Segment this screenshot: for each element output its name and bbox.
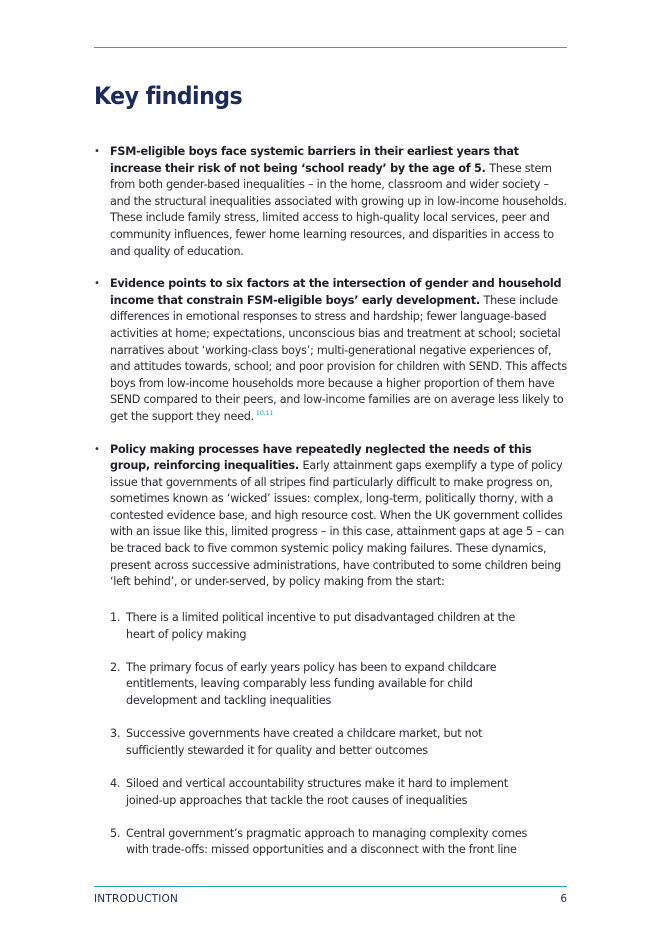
- policy-failure-text: The primary focus of early years policy has been to expand childcare entitlements, leaving comparably less funding available for child development and tackling inequalities: [126, 660, 497, 707]
- finding-lead: Evidence points to six factors at the intersection of gender and household income that constrain FSM-eligible boys’ early development.: [110, 277, 562, 307]
- policy-failure-text: There is a limited political incentive to put disadvantaged children at the heart of policy making: [126, 611, 516, 641]
- list-number: 2.: [110, 660, 121, 674]
- policy-failure-item: [110, 660, 550, 710]
- policy-failure-item: [110, 826, 550, 859]
- footnote-reference[interactable]: 10,11: [255, 409, 274, 418]
- policy-failure-item: [110, 776, 550, 809]
- bullet-icon: •: [94, 443, 100, 455]
- finding-item: [94, 276, 572, 425]
- page-title: Key findings: [94, 82, 243, 110]
- list-number: 4.: [110, 776, 121, 790]
- finding-item: [94, 442, 572, 591]
- policy-failure-text: Siloed and vertical accountability structures make it hard to implement joined-up approaches that tackle the root causes of inequalities: [126, 776, 508, 807]
- finding-body: Early attainment gaps exemplify a type of policy issue that governments of all stripes find particularly difficult to make progress on, sometimes known as ‘wicked’ issues: complex, long-term, politically thorny, with a contested evidence base, and high resource cost. When the UK government collides with an issue like this, limited progress – in this case, attainment gaps at age 5 – can be traced back to five common systemic policy making failures. These dynamics, present across successive administrations, have contributed to some children being ‘left behind’, or under-served, by policy making from the start:: [110, 459, 565, 589]
- bullet-icon: •: [94, 146, 100, 157]
- policy-failure-text: Successive governments have created a childcare market, but not sufficiently stewarded it for quality and better outcomes: [126, 727, 483, 757]
- footer-section-label: INTRODUCTION: [94, 893, 179, 905]
- policy-failure-item: [110, 610, 550, 643]
- footer-divider: [94, 886, 567, 887]
- bullet-icon: •: [94, 278, 100, 290]
- list-number: 1.: [110, 611, 121, 624]
- policy-failures-list: [110, 610, 550, 876]
- list-number: 3.: [110, 727, 121, 741]
- policy-failure-item: [110, 726, 550, 759]
- finding-lead: Policy making processes have repeatedly neglected the needs of this group, reinforcing inequalities.: [110, 442, 532, 473]
- key-findings-list: [94, 144, 572, 591]
- finding-item: [94, 144, 572, 260]
- top-divider: [94, 47, 567, 48]
- finding-body: These include differences in emotional responses to stress and hardship; fewer language-based activities at home; expectations, unconscious bias and treatment at school; societal narratives about ‘working-class boys’; multi-generational negative experiences of, and attitudes towards, school; and poor provision for children with SEND. This affects boys from low-income households more because a higher proportion of them have SEND compared to their peers, and low-income families are on average less likely to get the support they need.: [110, 293, 567, 423]
- policy-failure-text: Central government’s pragmatic approach to managing complexity comes with trade-offs: missed opportunities and a disconnect with the front line: [126, 826, 528, 857]
- finding-body: These stem from both gender-based inequalities – in the home, classroom and wider society – and the structural inequalities associated with growing up in low-income households. These include family stress, limited access to high-quality local services, peer and community influences, fewer home learning resources, and disparities in access to and quality of education.: [110, 161, 567, 258]
- page-number: 6: [560, 893, 567, 905]
- list-number: 5.: [110, 826, 121, 840]
- finding-lead: FSM-eligible boys face systemic barriers in their earliest years that increase their risk of not being ‘school ready’ by the age of 5.: [110, 145, 519, 175]
